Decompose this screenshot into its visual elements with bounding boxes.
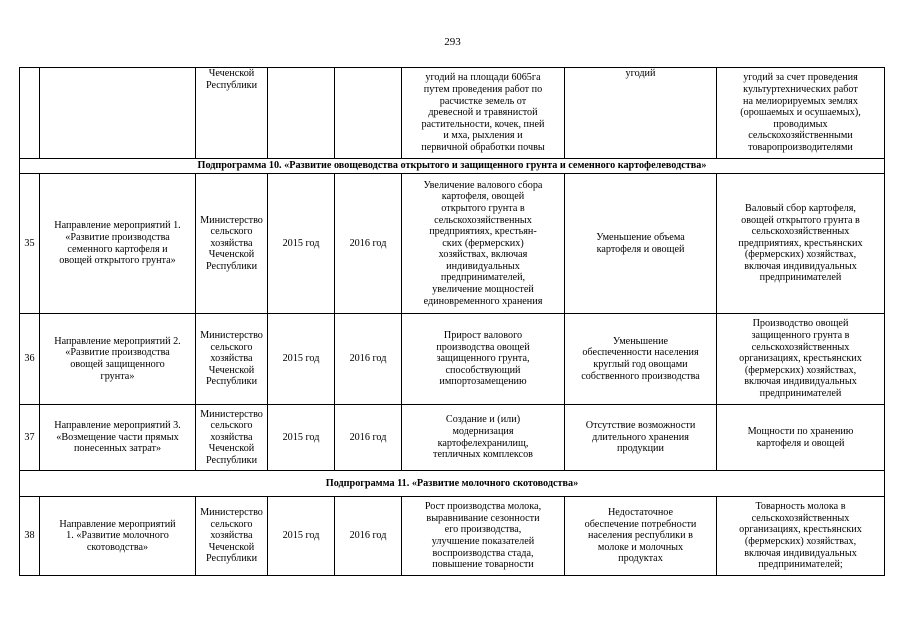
end-year: 2016 год — [335, 174, 402, 314]
start-year: 2015 год — [268, 174, 335, 314]
measure-direction: Направление мероприятий 1. «Развитие производства семенного картофеля и овощей открытого грунта» — [40, 174, 196, 314]
subprogram-heading: Подпрограмма 11. «Развитие молочного скотоводства» — [20, 471, 885, 497]
non-implementation-consequence: Недостаточное обеспечение потребности населения республики в молоке и молочных продуктах — [565, 497, 717, 576]
row-number: 35 — [20, 174, 40, 314]
row-number: 36 — [20, 314, 40, 405]
page-number: 293 — [444, 36, 461, 48]
table-row — [20, 68, 885, 159]
expected-result: угодий на площади 6065га путем проведения работ по расчистке земель от древесной и травянистой растительности, кочек, пней и мха, рыхления и первичной обработки почвы — [402, 68, 565, 159]
row-number: 38 — [20, 497, 40, 576]
table-row — [20, 405, 885, 471]
measure-direction — [40, 68, 196, 159]
expected-result: Рост производства молока, выравнивание сезонности его производства, улучшение показателей воспроизводства стада, повышение товарности — [402, 497, 565, 576]
program-measures-table — [19, 67, 885, 576]
linked-indicator: Валовый сбор картофеля, овощей открытого грунта в сельскохозяйственных предприятиях, крестьянских (фермерских) хозяйствах, включая индивидуальных предпринимателей — [717, 174, 885, 314]
subprogram-heading-row — [20, 159, 885, 174]
row-number: 37 — [20, 405, 40, 471]
start-year: 2015 год — [268, 314, 335, 405]
end-year — [335, 68, 402, 159]
linked-indicator: Производство овощей защищенного грунта в сельскохозяйственных организациях, крестьянских (фермерских) хозяйствах, включая индивидуальных предпринимателей — [717, 314, 885, 405]
non-implementation-consequence: Уменьшение объема картофеля и овощей — [565, 174, 717, 314]
table-row — [20, 314, 885, 405]
responsible-executor: Министерство сельского хозяйства Чеченской Республики — [196, 497, 268, 576]
start-year: 2015 год — [268, 405, 335, 471]
non-implementation-consequence: Уменьшение обеспеченности населения круглый год овощами собственного производства — [565, 314, 717, 405]
end-year: 2016 год — [335, 497, 402, 576]
linked-indicator: Товарность молока в сельскохозяйственных организациях, крестьянских (фермерских) хозяйствах, включая индивидуальных предпринимателей; — [717, 497, 885, 576]
measure-direction: Направление мероприятий 3. «Возмещение части прямых понесенных затрат» — [40, 405, 196, 471]
table-row — [20, 497, 885, 576]
non-implementation-consequence: Отсутствие возможности длительного хранения продукции — [565, 405, 717, 471]
row-number — [20, 68, 40, 159]
measure-direction: Направление мероприятий 1. «Развитие молочного скотоводства» — [40, 497, 196, 576]
subprogram-heading-row — [20, 471, 885, 497]
linked-indicator: Мощности по хранению картофеля и овощей — [717, 405, 885, 471]
expected-result: Увеличение валового сбора картофеля, овощей открытого грунта в сельскохозяйственных предприятиях, крестьян- ских (фермерских) хозяйствах, включая индивидуальных предпринимателей, увеличение мощностей единовременного хранения — [402, 174, 565, 314]
start-year — [268, 68, 335, 159]
expected-result: Прирост валового производства овощей защищенного грунта, способствующий импортозамещению — [402, 314, 565, 405]
responsible-executor: Министерство сельского хозяйства Чеченской Республики — [196, 174, 268, 314]
start-year: 2015 год — [268, 497, 335, 576]
linked-indicator: угодий за счет проведения культуртехнических работ на мелиорируемых землях (орошаемых и осушаемых), проводимых сельскохозяйственными товаропроизводителями — [717, 68, 885, 159]
measure-direction: Направление мероприятий 2. «Развитие производства овощей защищенного грунта» — [40, 314, 196, 405]
responsible-executor: Чеченской Республики — [196, 68, 268, 159]
non-implementation-consequence: угодий — [565, 68, 717, 159]
subprogram-heading: Подпрограмма 10. «Развитие овощеводства открытого и защищенного грунта и семенного картофелеводства» — [20, 159, 885, 174]
table-row — [20, 174, 885, 314]
expected-result: Создание и (или) модернизация картофелехранилищ, тепличных комплексов — [402, 405, 565, 471]
responsible-executor: Министерство сельского хозяйства Чеченской Республики — [196, 314, 268, 405]
responsible-executor: Министерство сельского хозяйства Чеченской Республики — [196, 405, 268, 471]
end-year: 2016 год — [335, 405, 402, 471]
end-year: 2016 год — [335, 314, 402, 405]
